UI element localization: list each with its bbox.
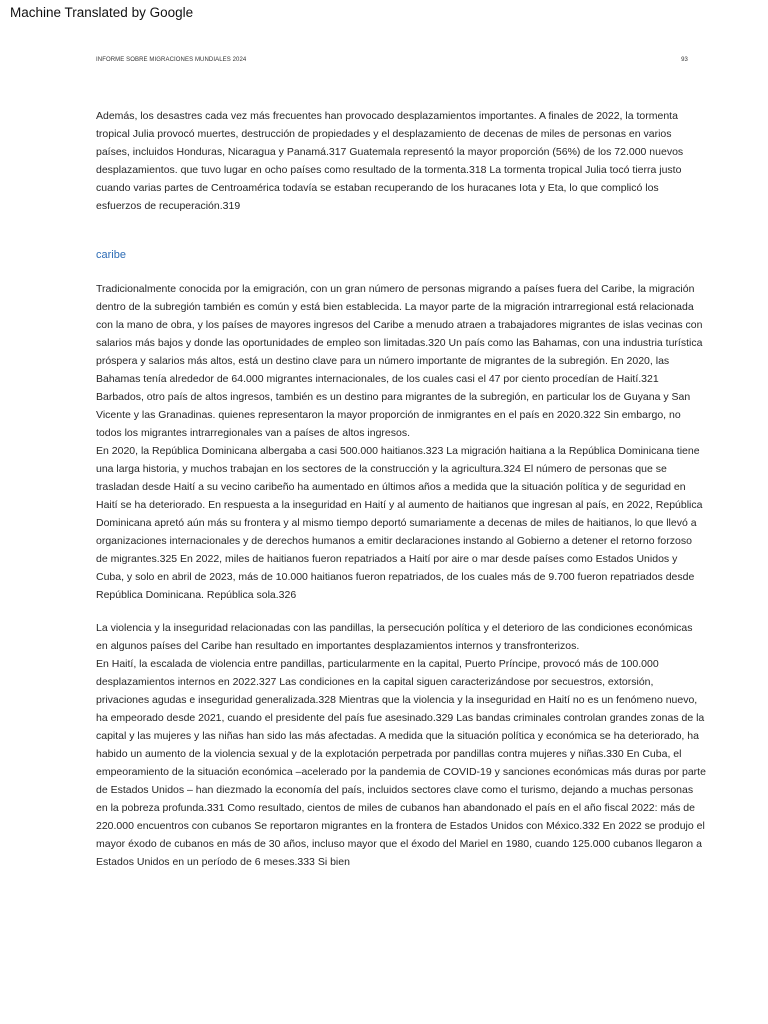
machine-translation-banner: Machine Translated by Google (10, 5, 194, 20)
running-header (96, 57, 688, 63)
paragraph-dominican-republic: En 2020, la República Dominicana albergaba a casi 500.000 haitianos.323 La migración haitiana a la República Dominicana tiene una larga historia, y muchos trabajan en los sectores de la construcción y la agricultura.324 El número de personas que se trasladan desde Haití a su vecino caribeño ha aumentado en últimos años a medida que la situación política y de seguridad en Haití se ha deteriorado. En respuesta a la inseguridad en Haití y al aumento de haitianos que ingresan al país, en 2022, República Dominicana apretó aún más su frontera y al mismo tiempo deportó sumariamente a decenas de miles de haitianos, lo que llevó a organizaciones internacionales y de derechos humanos a emitir declaraciones instando al Gobierno a detener el retorno forzoso de migrantes.325 En 2022, miles de haitianos fueron repatriados a Haití por aire o mar desde países como Estados Unidos y Cuba, y solo en abril de 2023, más de 10.000 haitianos fueron repatriados, de los cuales más de 9.700 fueron repatriados desde República Dominicana. República sola.326 (96, 445, 703, 601)
report-title: INFORME SOBRE MIGRACIONES MUNDIALES 2024 (96, 57, 247, 63)
page-number: 93 (681, 57, 688, 63)
paragraph-disasters: Además, los desastres cada vez más frecuentes han provocado desplazamientos importantes. A finales de 2022, la tormenta tropical Julia provocó muertes, destrucción de propiedades y el desplazamiento de decenas de miles de personas en varios países, incluidos Honduras, Nicaragua y Panamá.317 Guatemala representó la mayor proporción (56%) de los 72.000 nuevos desplazamientos. que tuvo lugar en ocho países como resultado de la tormenta.318 La tormenta tropical Julia tocó tierra justo cuando varias partes de Centroamérica todavía se estaban recuperando de los huracanes Iota y Eta, lo que complicó los esfuerzos de recuperación.319 (96, 110, 684, 212)
paragraph-haiti-cuba: En Haití, la escalada de violencia entre pandillas, particularmente en la capital, Puerto Príncipe, provocó más de 100.000 desplazamientos internos en 2022.327 Las condiciones en la capital siguen caracterizándose por secuestros, extorsión, privaciones agudas e inseguridad generalizada.328 Mientras que la violencia y la inseguridad en Haití no es un fenómeno nuevo, ha empeorado desde 2021, cuando el presidente del país fue asesinado.329 Las bandas criminales controlan grandes zonas de la capital y las mujeres y las niñas han sido las más afectadas. A medida que la situación política y económica se ha deteriorado, ha habido un aumento de la violencia sexual y de la explotación perpetrada por pandillas contra mujeres y niñas.330 En Cuba, el empeoramiento de la situación económica –acelerado por la pandemia de COVID-19 y sanciones económicas más duras por parte de Estados Unidos – han diezmado la economía del país, incluidos sectores clave como el turismo, dejando a muchas personas en la pobreza profunda.331 Como resultado, cientos de miles de cubanos han abandonado el país en el año fiscal 2022: más de 220.000 encuentros con cubanos Se reportaron migrantes en la frontera de Estados Unidos con México.332 En 2022 se produjo el mayor éxodo de cubanos en más de 30 años, incluso mayor que el éxodo del Mariel en 1980, cuando 125.000 cubanos llegaron a Estados Unidos en un período de 6 meses.333 Si bien (96, 658, 706, 868)
document-body (96, 107, 706, 871)
section-heading-caribe: caribe (96, 249, 126, 261)
paragraph-caribbean-migration: Tradicionalmente conocida por la emigración, con un gran número de personas migrando a países fuera del Caribe, la migración dentro de la subregión también es común y está bien establecida. La mayor parte de la migración intrarregional está relacionada con la mano de obra, y los países de mayores ingresos del Caribe a menudo atraen a trabajadores migrantes de islas vecinas con salarios más bajos y donde las oportunidades de empleo son limitadas.320 Un país como las Bahamas, con una industria turística próspera y salarios más altos, está un destino clave para un número importante de migrantes de la subregión. En 2020, las Bahamas tenía alrededor de 64.000 migrantes internacionales, de los cuales casi el 47 por ciento procedían de Haití.321 Barbados, otro país de altos ingresos, también es un destino para migrantes de la subregión, en particular los de Guyana y San Vicente y las Granadinas. quienes representaron la mayor proporción de inmigrantes en el país en 2020.322 Sin embargo, no todos los migrantes intrarregionales van a países de altos ingresos. (96, 283, 703, 439)
paragraph-violence-insecurity: La violencia y la inseguridad relacionadas con las pandillas, la persecución política y el deterioro de las condiciones económicas en algunos países del Caribe han resultado en importantes desplazamientos internos y transfronterizos. (96, 622, 693, 652)
